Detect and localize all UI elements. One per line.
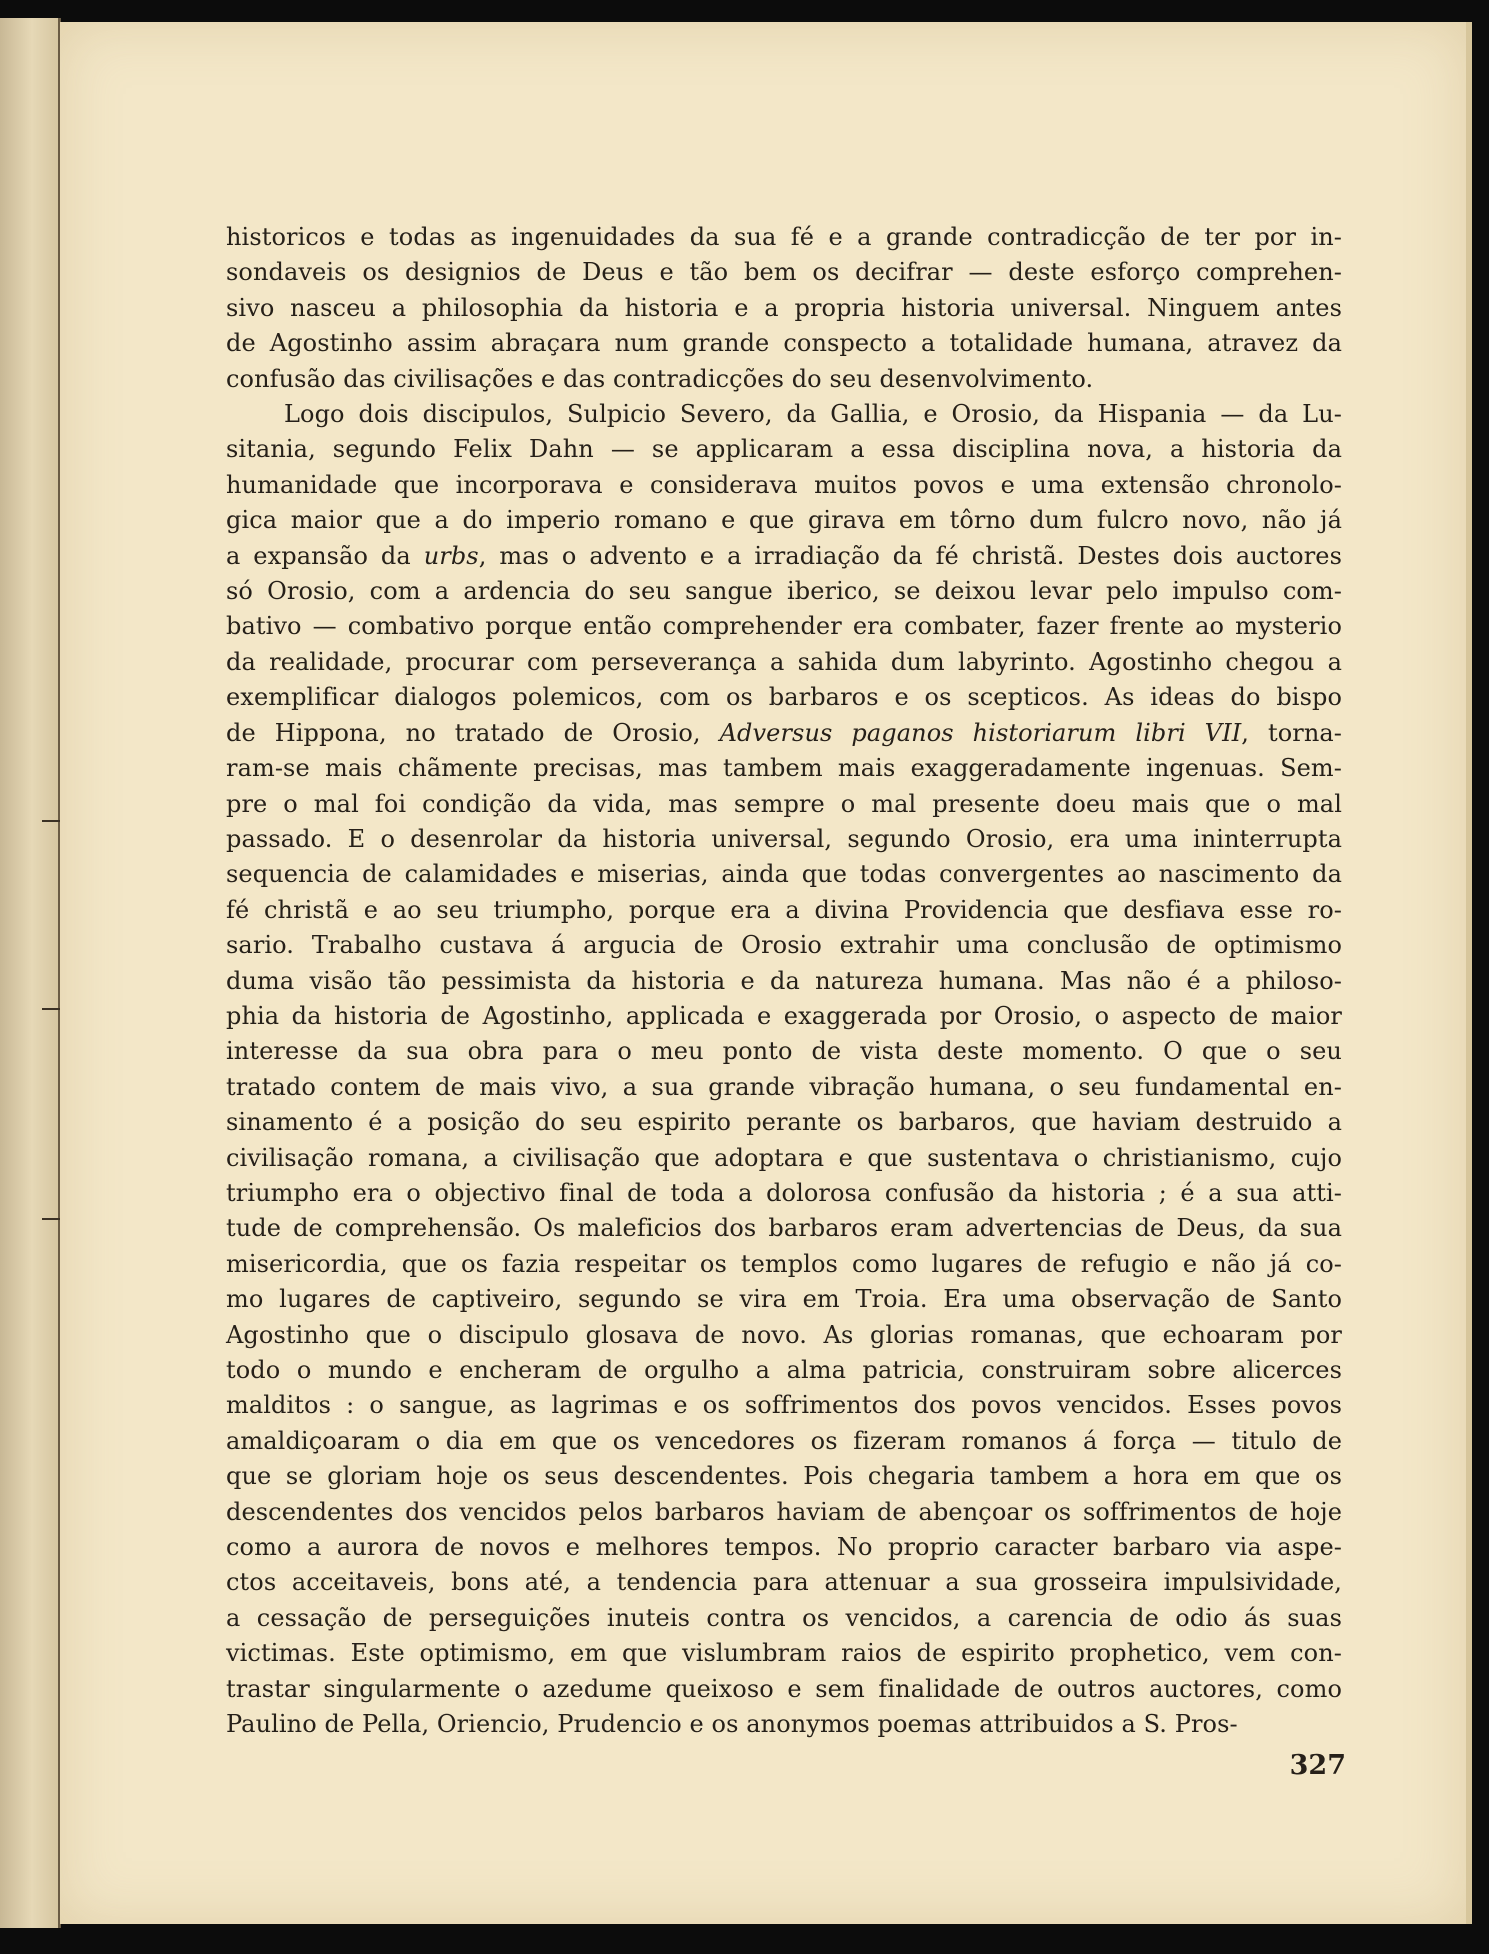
text-line: sivo nasceu a philosophia da historia e a propria historia universal. Ninguem antes [226,293,1342,322]
text-line: sequencia de calamidades e miserias, ainda que todas convergentes ao nascimento da [226,860,1342,889]
text-line: tratado contem de mais vivo, a sua grande vibração humana, o seu fundamental en- [226,1072,1342,1101]
text-line: interesse da sua obra para o meu ponto de vista deste momento. O que o seu [226,1037,1342,1066]
text-line: como a aurora de novos e melhores tempos. No proprio caracter barbaro via aspe- [226,1533,1342,1562]
text-line: Logo dois discipulos, Sulpicio Severo, da Gallia, e Orosio, da Hispania — da Lu- [284,400,1342,429]
text-line: passado. E o desenrolar da historia universal, segundo Orosio, era uma ininterrupta [226,824,1342,853]
paragraph [226,220,1342,397]
text-line: amaldiçoaram o dia em que os vencedores os fizeram romanos á força — titulo de [226,1426,1342,1455]
text-line: Paulino de Pella, Oriencio, Prudencio e os anonymos poemas attribuidos a S. Pros- [226,1710,1238,1739]
text-line: sario. Trabalho custava á argucia de Orosio extrahir uma conclusão de optimismo [226,931,1342,960]
text-line: triumpho era o objectivo final de toda a dolorosa confusão da historia ; é a sua atti- [226,1178,1342,1207]
text-line: misericordia, que os fazia respeitar os templos como lugares de refugio e não já co- [226,1249,1342,1278]
text-line: descendentes dos vencidos pelos barbaros haviam de abençoar os soffrimentos de hoje [226,1497,1342,1526]
text-line: trastar singularmente o azedume queixoso e sem finalidade de outros auctores, como [226,1674,1342,1703]
text-line: todo o mundo e encheram de orgulho a alma patricia, construiram sobre alicerces [226,1356,1342,1384]
text-line: mo lugares de captiveiro, segundo se vira em Troia. Era uma observação de Santo [226,1285,1342,1314]
left-page-edge [0,18,61,1928]
text-line: malditos : o sangue, as lagrimas e os soffrimentos dos povos vencidos. Esses povos [226,1391,1342,1420]
text-line: bativo — combativo porque então comprehender era combater, fazer frente ao mysterio [226,612,1342,641]
text-line: civilisação romana, a civilisação que adoptara e que sustentava o christianismo, cujo [226,1143,1342,1172]
text-line: pre o mal foi condição da vida, mas sempre o mal presente doeu mais que o mal [226,789,1342,818]
paragraph [226,397,1342,1742]
text-line: da realidade, procurar com perseverança a sahida dum labyrinto. Agostinho chegou a [226,647,1342,676]
text-line: ram-se mais chãmente precisas, mas tambem mais exaggeradamente ingenuas. Sem- [226,754,1342,783]
page-number: 327 [1289,1750,1346,1781]
text-line: fé christã e ao seu triumpho, porque era a divina Providencia que desfiava esse ro- [226,895,1342,924]
text-line: confusão das civilisações e das contradicções do seu desenvolvimento. [226,364,1094,393]
text-line: tude de comprehensão. Os maleficios dos barbaros eram advertencias de Deus, da sua [226,1214,1342,1243]
text-line: a cessação de perseguições inuteis contra os vencidos, a carencia de odio ás suas [226,1603,1342,1632]
text-line: gica maior que a do imperio romano e que girava em tôrno dum fulcro novo, não já [226,506,1342,535]
text-line: ctos acceitaveis, bons até, a tendencia para attenuar a sua grosseira impulsividade, [226,1568,1342,1597]
text-line: duma visão tão pessimista da historia e da natureza humana. Mas não é a philoso- [226,966,1342,995]
text-line: de Agostinho assim abraçara num grande conspecto a totalidade humana, atravez da [226,329,1342,358]
text-line: a expansão da urbs, mas o advento e a irradiação da fé christã. Destes dois auctores [226,541,1342,570]
text-line: sitania, segundo Felix Dahn — se applicaram a essa disciplina nova, a historia da [226,435,1342,464]
text-line: historicos e todas as ingenuidades da sua fé e a grande contradicção de ter por in- [226,223,1342,251]
text-line: Agostinho que o discipulo glosava de novo. As glorias romanas, que echoaram por [226,1320,1342,1349]
text-line: victimas. Este optimismo, em que vislumbram raios de espirito prophetico, vem con- [226,1639,1342,1668]
book-page [60,22,1472,1924]
text-line: de Hippona, no tratado de Orosio, Adversus paganos historiarum libri VII, torna- [226,718,1343,747]
text-line: que se gloriam hoje os seus descendentes. Pois chegaria tambem a hora em que os [226,1462,1342,1491]
text-line: só Orosio, com a ardencia do seu sangue iberico, se deixou levar pelo impulso com- [226,577,1342,606]
text-line: sinamento é a posição do seu espirito perante os barbaros, que haviam destruido a [226,1108,1342,1137]
text-line: humanidade que incorporava e considerava muitos povos e uma extensão chronolo- [226,470,1342,499]
text-line: sondaveis os designios de Deus e tão bem os decifrar — deste esforço comprehen- [226,258,1342,287]
body-text [226,220,1342,1742]
text-line: phia da historia de Agostinho, applicada e exaggerada por Orosio, o aspecto de maior [226,1001,1342,1030]
text-line: exemplificar dialogos polemicos, com os barbaros e os scepticos. As ideas do bispo [226,683,1342,712]
